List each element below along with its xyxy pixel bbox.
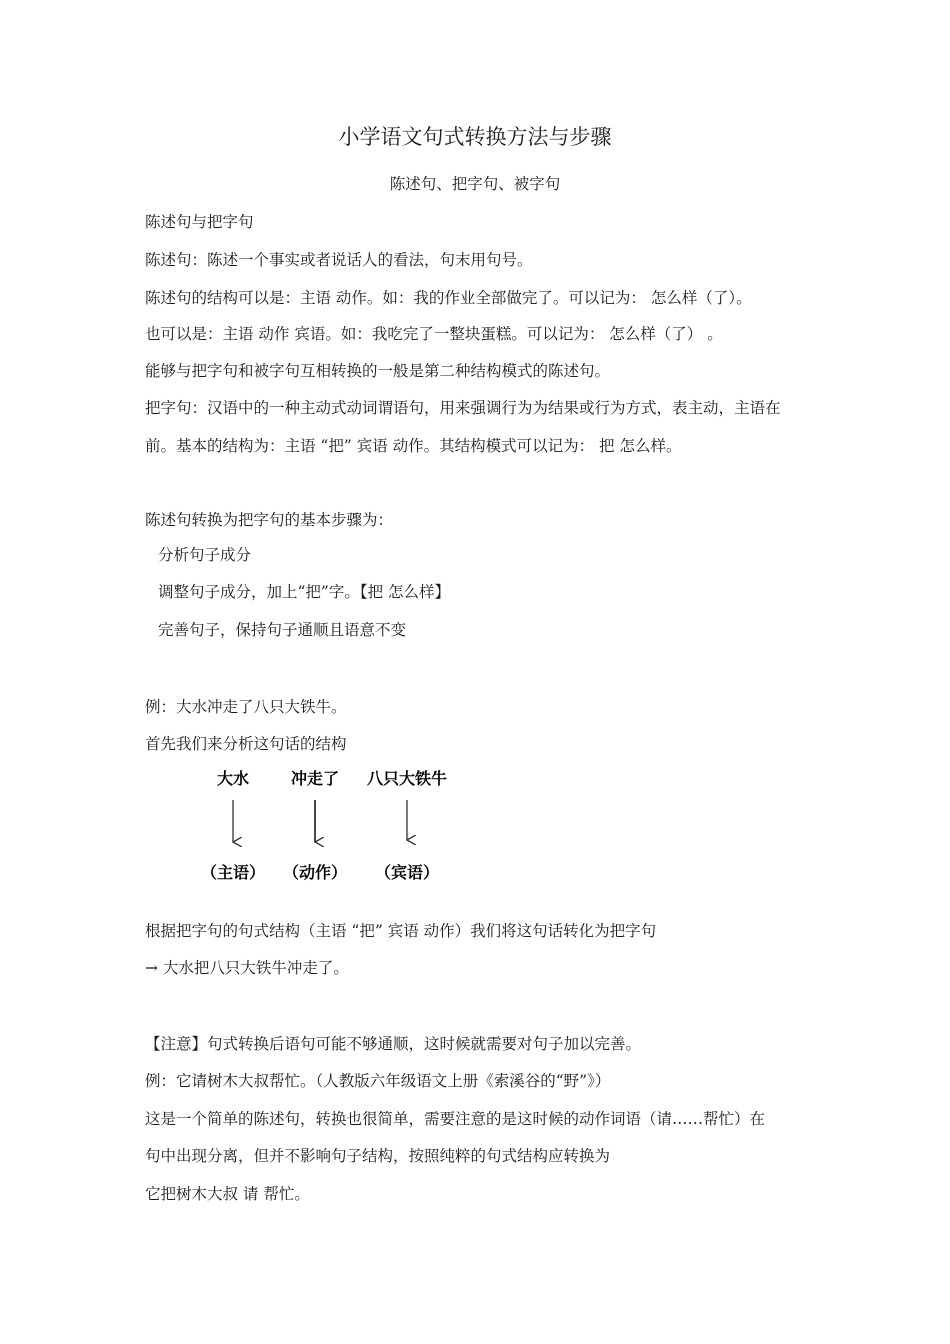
paragraph-line: 陈述句：陈述一个事实或者说话人的看法，句末用句号。 — [145, 251, 533, 269]
result-line: → 大水把八只大铁牛冲走了。 — [145, 959, 349, 977]
paragraph-line: 它把树木大叔 请 帮忙。 — [145, 1185, 310, 1203]
section-heading: 陈述句与把字句 — [145, 213, 254, 231]
diagram-role-subject: （主语） — [200, 863, 266, 882]
sentence-structure-diagram — [195, 762, 485, 892]
paragraph-line: 首先我们来分析这句话的结构 — [145, 735, 347, 753]
step-item: 分析句子成分 — [158, 546, 252, 564]
diagram-word-object: 八只大铁牛 — [366, 769, 448, 788]
paragraph-line: 句中出现分离，但并不影响句子结构，按照纯粹的句式结构应转换为 — [145, 1147, 611, 1165]
paragraph-line: 把字句：汉语中的一种主动式动词谓语句，用来强调行为为结果或行为方式，表主动，主语在 — [145, 399, 781, 417]
steps-heading: 陈述句转换为把字句的基本步骤为： — [145, 511, 394, 529]
example-line: 例：它请树木大叔帮忙。（人教版六年级语文上册《索溪谷的“野”》） — [145, 1072, 611, 1090]
diagram-role-verb: （动作） — [282, 863, 348, 882]
note-line: 【注意】句式转换后语句可能不够通顺，这时候就需要对句子加以完善。 — [145, 1035, 642, 1053]
paragraph-line: 也可以是：主语 动作 宾语。如：我吃完了一整块蛋糕。可以记为： 怎么样（了） 。 — [145, 325, 723, 343]
diagram-word-verb: 冲走了 — [290, 769, 340, 788]
paragraph-line: 根据把字句的句式结构（主语 “把” 宾语 动作）我们将这句话转化为把字句 — [145, 922, 657, 940]
paragraph-line: 前。基本的结构为：主语 “把” 宾语 动作。其结构模式可以记为： 把 怎么样。 — [145, 437, 682, 455]
paragraph-line: 陈述句的结构可以是：主语 动作。如：我的作业全部做完了。可以记为： 怎么样（了）。 — [145, 289, 752, 307]
paragraph-line: 这是一个简单的陈述句，转换也很简单，需要注意的是这时候的动作词语（请……帮忙）在 — [145, 1110, 766, 1128]
example-line: 例：大水冲走了八只大铁牛。 — [145, 698, 347, 716]
step-item: 完善句子，保持句子通顺且语意不变 — [158, 621, 407, 639]
diagram-role-object: （宾语） — [374, 863, 440, 882]
document-title: 小学语文句式转换方法与步骤 — [338, 125, 612, 149]
paragraph-line: 能够与把字句和被字句互相转换的一般是第二种结构模式的陈述句。 — [145, 362, 611, 380]
step-item: 调整句子成分，加上“把”字。【把 怎么样】 — [158, 583, 451, 601]
document-subtitle: 陈述句、把字句、被字句 — [389, 175, 561, 193]
diagram-word-subject: 大水 — [216, 769, 250, 788]
